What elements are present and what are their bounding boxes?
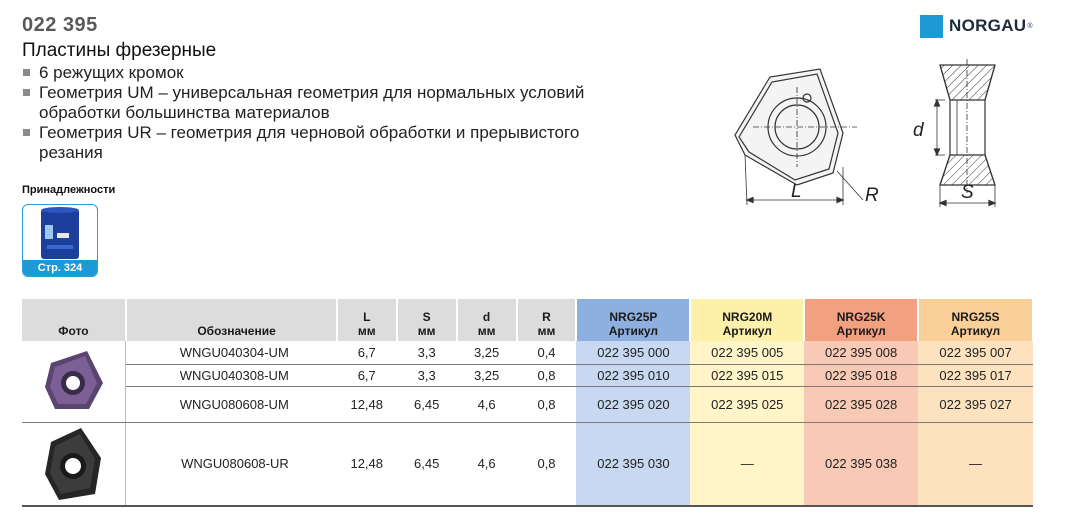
cell-S: 6,45 — [397, 386, 457, 422]
feature-text: Геометрия UR – геометрия для черновой обработки и прерывистого резания — [39, 123, 580, 162]
brand-reg-mark: ® — [1027, 22, 1033, 30]
cell-article-nrg25p: 022 395 030 — [576, 422, 690, 506]
dimension-label-d: d — [913, 120, 924, 141]
cell-article-nrg25s: 022 395 007 — [918, 341, 1033, 364]
cell-S: 6,45 — [397, 422, 457, 506]
cell-article-nrg20m: — — [690, 422, 804, 506]
cell-L: 12,48 — [337, 386, 397, 422]
dimension-label-S: S — [961, 182, 974, 203]
table-header-row — [22, 299, 1033, 341]
bullet-square-icon — [23, 69, 30, 76]
cell-R: 0,4 — [517, 341, 577, 364]
feature-item — [22, 63, 622, 83]
cell-R: 0,8 — [517, 386, 577, 422]
table-row — [22, 386, 1033, 422]
table-row — [22, 364, 1033, 386]
cell-article-nrg25k: 022 395 008 — [804, 341, 918, 364]
cell-designation: WNGU040308-UM — [126, 364, 337, 386]
cell-designation: WNGU080608-UR — [126, 422, 337, 506]
cell-L: 12,48 — [337, 422, 397, 506]
brand-logo — [920, 14, 1033, 38]
page-title: Пластины фрезерные — [22, 40, 217, 61]
cell-S: 3,3 — [397, 341, 457, 364]
cell-article-nrg25s: 022 395 027 — [918, 386, 1033, 422]
feature-item — [22, 83, 622, 123]
logo-square-icon — [920, 15, 943, 38]
cell-designation: WNGU080608-UM — [126, 386, 337, 422]
insert-technical-drawing — [725, 55, 1015, 215]
cell-d: 3,25 — [457, 364, 517, 386]
brand-name: NORGAU — [949, 16, 1027, 35]
header-grade-nrg25s: NRG25S Артикул — [918, 299, 1033, 341]
cell-article-nrg25p: 022 395 020 — [576, 386, 690, 422]
photo-um-insert — [22, 341, 126, 422]
header-grade-nrg25k: NRG25K Артикул — [804, 299, 918, 341]
accessories-label: Принадлежности — [22, 184, 116, 196]
header-photo: Фото — [22, 299, 126, 341]
feature-item — [22, 123, 622, 163]
cell-article-nrg20m: 022 395 025 — [690, 386, 804, 422]
insert-ur-image — [37, 424, 111, 504]
catalog-code: 022 395 — [22, 14, 98, 36]
header-S: S мм — [397, 299, 457, 341]
header-designation: Обозначение — [126, 299, 337, 341]
header-grade-nrg20m: NRG20M Артикул — [690, 299, 804, 341]
header-L: L мм — [337, 299, 397, 341]
feature-text: Геометрия UM – универсальная геометрия для нормальных условий обработки большинства материалов — [39, 83, 585, 122]
cell-L: 6,7 — [337, 341, 397, 364]
dimension-label-R: R — [865, 185, 879, 206]
dimension-label-L: L — [791, 181, 802, 202]
lubricant-can-image — [23, 205, 97, 260]
cell-d: 4,6 — [457, 386, 517, 422]
page-link-button[interactable]: Стр. 324 — [23, 260, 97, 276]
accessory-card[interactable] — [22, 204, 98, 277]
cell-article-nrg25k: 022 395 018 — [804, 364, 918, 386]
cell-article-nrg25s: 022 395 017 — [918, 364, 1033, 386]
cell-article-nrg25s: — — [918, 422, 1033, 506]
cell-R: 0,8 — [517, 364, 577, 386]
bullet-square-icon — [23, 129, 30, 136]
cell-article-nrg20m: 022 395 015 — [690, 364, 804, 386]
feature-list — [22, 63, 622, 163]
cell-d: 4,6 — [457, 422, 517, 506]
header-d: d мм — [457, 299, 517, 341]
bullet-square-icon — [23, 89, 30, 96]
insert-um-image — [39, 347, 109, 415]
feature-text: 6 режущих кромок — [39, 63, 184, 82]
cell-article-nrg20m: 022 395 005 — [690, 341, 804, 364]
cell-S: 3,3 — [397, 364, 457, 386]
inserts-table — [22, 299, 1034, 507]
cell-article-nrg25p: 022 395 000 — [576, 341, 690, 364]
table-row — [22, 341, 1033, 364]
header-grade-nrg25p: NRG25P Артикул — [576, 299, 690, 341]
header-R: R мм — [517, 299, 577, 341]
cell-designation: WNGU040304-UM — [126, 341, 337, 364]
cell-article-nrg25k: 022 395 038 — [804, 422, 918, 506]
table-row — [22, 422, 1033, 506]
cell-article-nrg25k: 022 395 028 — [804, 386, 918, 422]
cell-d: 3,25 — [457, 341, 517, 364]
cell-R: 0,8 — [517, 422, 577, 506]
cell-article-nrg25p: 022 395 010 — [576, 364, 690, 386]
photo-ur-insert — [22, 422, 126, 506]
cell-L: 6,7 — [337, 364, 397, 386]
